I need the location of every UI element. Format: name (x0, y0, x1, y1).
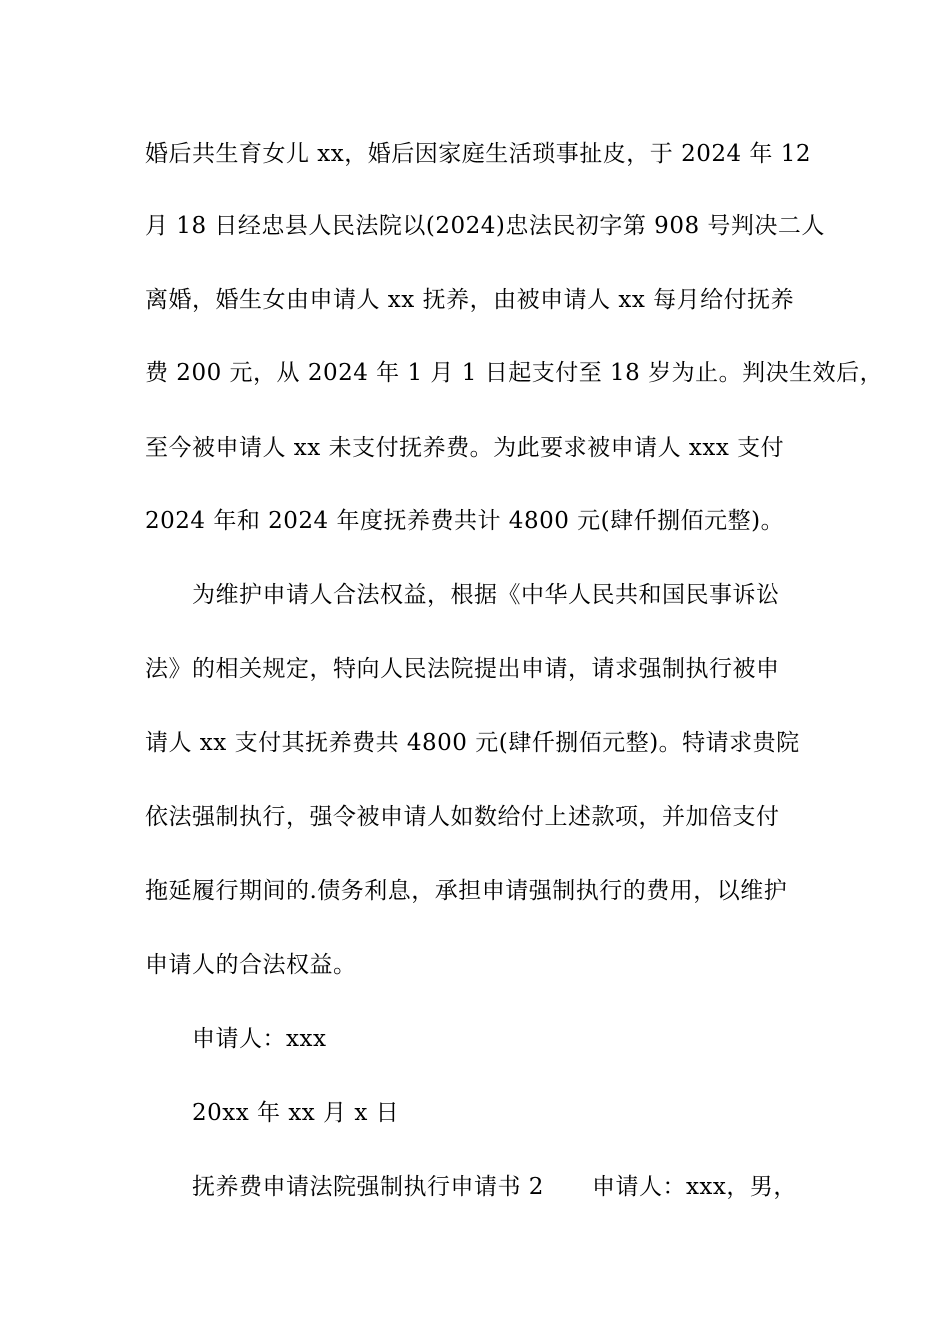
next-document-title: 抚养费申请法院强制执行申请书 2 (192, 1174, 544, 1200)
paragraph-line: 费 200 元，从 2024 年 1 月 1 日起支付至 18 岁为止。判决生效后， (145, 360, 884, 386)
paragraph-line: 拖延履行期间的.债务利息，承担申请强制执行的费用，以维护 (145, 878, 788, 904)
signature-date: 20xx 年 xx 月 x 日 (192, 1100, 400, 1126)
paragraph-line: 法》的相关规定，特向人民法院提出申请，请求强制执行被申 (145, 656, 780, 682)
applicant-signature: 申请人：xxx (192, 1026, 327, 1052)
paragraph-line: 依法强制执行，强令被申请人如数给付上述款项，并加倍支付 (145, 804, 780, 830)
paragraph-line: 至今被申请人 xx 未支付抚养费。为此要求被申请人 xxx 支付 (145, 435, 785, 461)
paragraph-line: 月 18 日经忠县人民法院以(2024)忠法民初字第 908 号判决二人 (145, 213, 825, 239)
next-document-heading (192, 1172, 797, 1202)
paragraph-line: 婚后共生育女儿 xx，婚后因家庭生活琐事扯皮，于 2024 年 12 (145, 141, 811, 167)
next-applicant-info: 申请人：xxx，男， (591, 1174, 797, 1200)
paragraph-line: 为维护申请人合法权益，根据《中华人民共和国民事诉讼 (192, 582, 780, 608)
paragraph-line: 申请人的合法权益。 (145, 952, 357, 978)
paragraph-line: 请人 xx 支付其抚养费共 4800 元(肆仟捌佰元整)。特请求贵院 (145, 730, 800, 756)
paragraph-line: 2024 年和 2024 年度抚养费共计 4800 元(肆仟捌佰元整)。 (145, 508, 785, 534)
paragraph-line: 离婚，婚生女由申请人 xx 抚养，由被申请人 xx 每月给付抚养 (145, 287, 795, 313)
